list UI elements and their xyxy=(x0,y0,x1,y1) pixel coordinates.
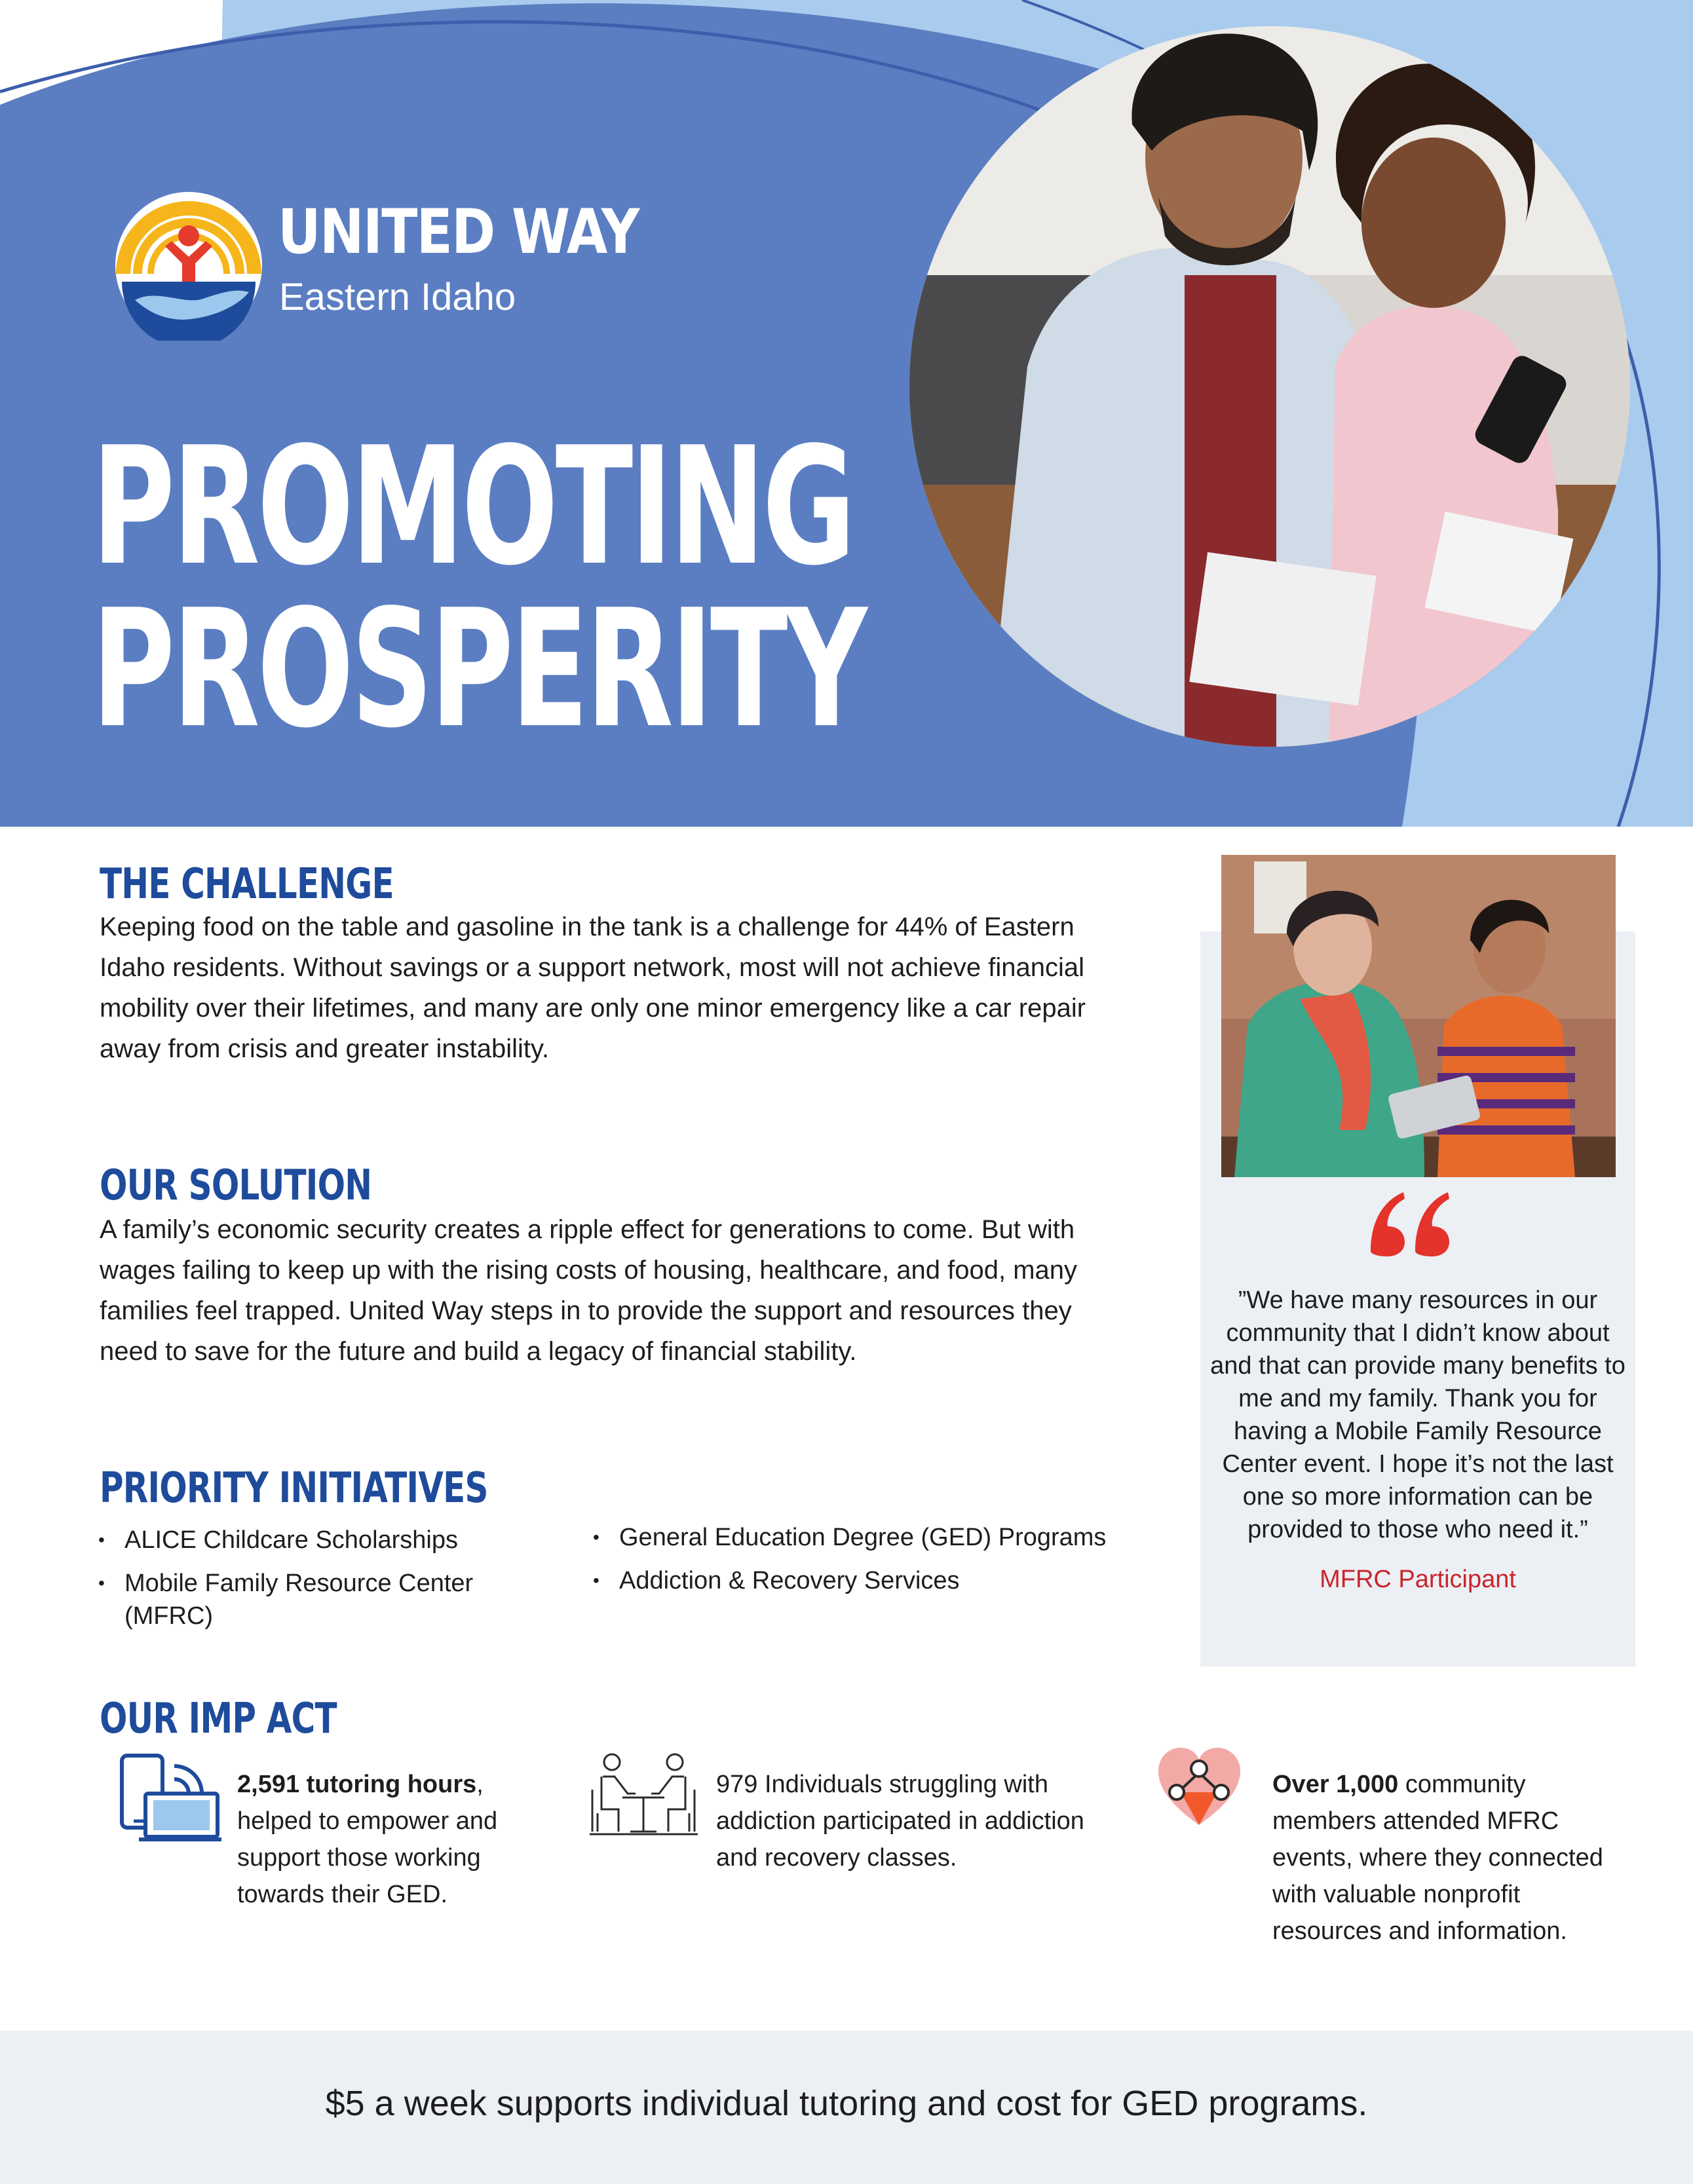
page-title-line-1: PROMOTING xyxy=(92,413,853,601)
photo-illustration xyxy=(909,26,1630,747)
testimonial-photo xyxy=(1221,855,1616,1177)
impact-heading: OUR IMP ACT xyxy=(100,1695,337,1743)
hero-photo-father-daughter xyxy=(909,26,1630,747)
impact-description: , helped to empower and support those working towards their GED. xyxy=(237,1771,498,1908)
challenge-heading: THE CHALLENGE xyxy=(100,860,394,909)
testimonial-attribution: MFRC Participant xyxy=(1320,1566,1516,1593)
impact-item-tutoring xyxy=(237,1766,545,1913)
heart-community-icon xyxy=(1158,1746,1240,1828)
priority-list-left xyxy=(98,1524,531,1643)
united-way-emblem-icon xyxy=(111,190,269,341)
solution-heading: OUR SOLUTION xyxy=(100,1161,372,1210)
logo-region: Eastern Idaho xyxy=(279,276,516,318)
footer-banner xyxy=(0,2031,1693,2184)
impact-description: 979 Individuals struggling with addiction participated in addiction and recovery classes. xyxy=(716,1771,1084,1872)
united-way-logo xyxy=(111,190,639,341)
priority-list-right xyxy=(593,1521,1170,1608)
testimonial-quote: ”We have many resources in our community that I didn’t know about and that can provide many benefits to me and my family. Thank you for having a Mobile Family Resource Center event. I hope it’s not the last one so more information can be provided to those who need it.” xyxy=(1210,1287,1626,1543)
priority-item: • General Education Degree (GED) Programs xyxy=(593,1521,1170,1554)
page-title-line-2: PROSPERITY xyxy=(92,575,865,764)
priority-item: • Mobile Family Resource Center (MFRC) xyxy=(98,1567,531,1632)
challenge-text: Keeping food on the table and gasoline in the tank is a challenge for 44% of Eastern Idaho residents. Without savings or a support network, most will not achieve financial mobility over their lifetimes, and many are only one minor emergency like a car repair away from crisis and greater instability. xyxy=(100,913,1086,1063)
impact-item-addiction xyxy=(716,1766,1109,1876)
footer-text: $5 a week supports individual tutoring and cost for GED programs. xyxy=(325,2084,1368,2123)
devices-icon xyxy=(119,1753,224,1845)
impact-description: community members attended MFRC events, where they connected with valuable nonprofit resources and information. xyxy=(1272,1771,1603,1945)
page-title xyxy=(92,413,865,764)
quote-mark-icon xyxy=(1364,1186,1456,1258)
hero-banner xyxy=(0,0,1693,827)
priority-heading: PRIORITY INITIATIVES xyxy=(100,1464,488,1513)
impact-highlight: Over 1,000 xyxy=(1272,1771,1399,1798)
priority-item: • ALICE Childcare Scholarships xyxy=(98,1524,531,1556)
solution-text: A family’s economic security creates a ripple effect for generations to come. But with wages failing to keep up with the rising costs of housing, healthcare, and food, many families feel trapped. United Way steps in to provide the support and resources they need to save for the future and build a legacy of financial stability. xyxy=(100,1215,1078,1366)
impact-item-mfrc xyxy=(1272,1766,1613,1949)
impact-highlight: 2,591 tutoring hours xyxy=(237,1771,477,1798)
photo-illustration xyxy=(1221,855,1616,1177)
priority-item: • Addiction & Recovery Services xyxy=(593,1564,1170,1597)
meeting-icon xyxy=(590,1750,698,1836)
logo-wordmark: UNITED WAY xyxy=(278,197,639,268)
